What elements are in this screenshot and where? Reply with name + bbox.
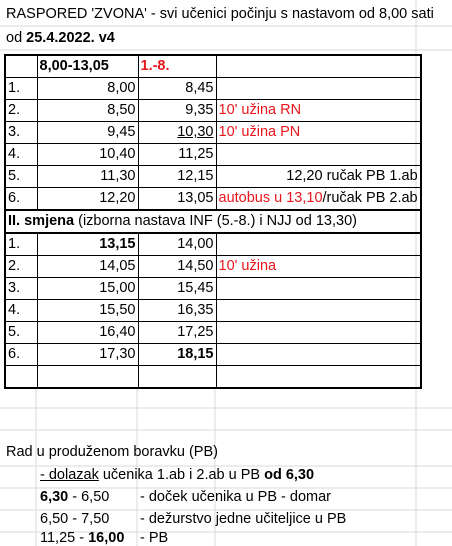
pb-item-time: 11,25 - 16,00: [40, 530, 125, 546]
shift1-grades: 1.-8.: [138, 55, 216, 78]
shift2-header: II. smjena (izborna nastava INF (5.-8.) i NJJ od 13,30): [5, 210, 421, 233]
table-row: 3. 15,00 15,45: [5, 278, 421, 300]
pb-item-time: 6,50 - 7,50: [40, 511, 110, 527]
date-prefix: od: [6, 30, 27, 46]
schedule-date-line: [6, 30, 115, 46]
table-row: 6. 17,30 18,15: [5, 344, 421, 366]
pb-arrival-line: - dolazak učenika 1.ab i 2.ab u PB od 6,30: [40, 467, 315, 483]
table-row-empty: [5, 366, 421, 389]
shift1-time-range: 8,00-13,05: [37, 55, 138, 78]
pb-item-desc: - dežurstvo jedne učiteljice u PB: [140, 511, 347, 527]
table-row: 5. 11,30 12,15 12,20 ručak PB 1.ab: [5, 166, 421, 188]
table-row: 2. 14,05 14,50 10' užina: [5, 256, 421, 278]
break-note: 10' užina RN: [216, 100, 421, 122]
table-row: 1. 8,00 8,45: [5, 78, 421, 100]
schedule-title: RASPORED 'ZVONA' - svi učenici počinju s nastavom od 8,00 sati: [6, 6, 434, 22]
table-row: 2. 8,50 9,35 10' užina RN: [5, 100, 421, 122]
table-row: 3. 9,45 10,30 10' užina PN: [5, 122, 421, 144]
shift1-header-row: [5, 55, 421, 78]
shift2-header-row: [5, 210, 421, 233]
break-note: 10' užina: [216, 256, 421, 278]
table-row: 6. 12,20 13,05 autobus u 13,10/ručak PB 2.ab: [5, 188, 421, 211]
pb-item-desc: - doček učenika u PB - domar: [140, 489, 332, 505]
table-row: 4. 10,40 11,25: [5, 144, 421, 166]
pb-item-time: 6,30 - 6,50: [40, 489, 110, 505]
table-row: 5. 16,40 17,25: [5, 322, 421, 344]
pb-title: Rad u produženom boravku (PB): [6, 444, 218, 460]
table-row: 4. 15,50 16,35: [5, 300, 421, 322]
bus-note: autobus u 13,10/ručak PB 2.ab: [216, 188, 421, 211]
break-note: 10' užina PN: [216, 122, 421, 144]
bell-schedule-table: [4, 54, 422, 389]
table-row: 1. 13,15 14,00: [5, 233, 421, 256]
pb-item-desc: - PB: [140, 530, 169, 546]
schedule-date: 25.4.2022. v4: [26, 30, 115, 46]
lunch-note: 12,20 ručak PB 1.ab: [216, 166, 421, 188]
